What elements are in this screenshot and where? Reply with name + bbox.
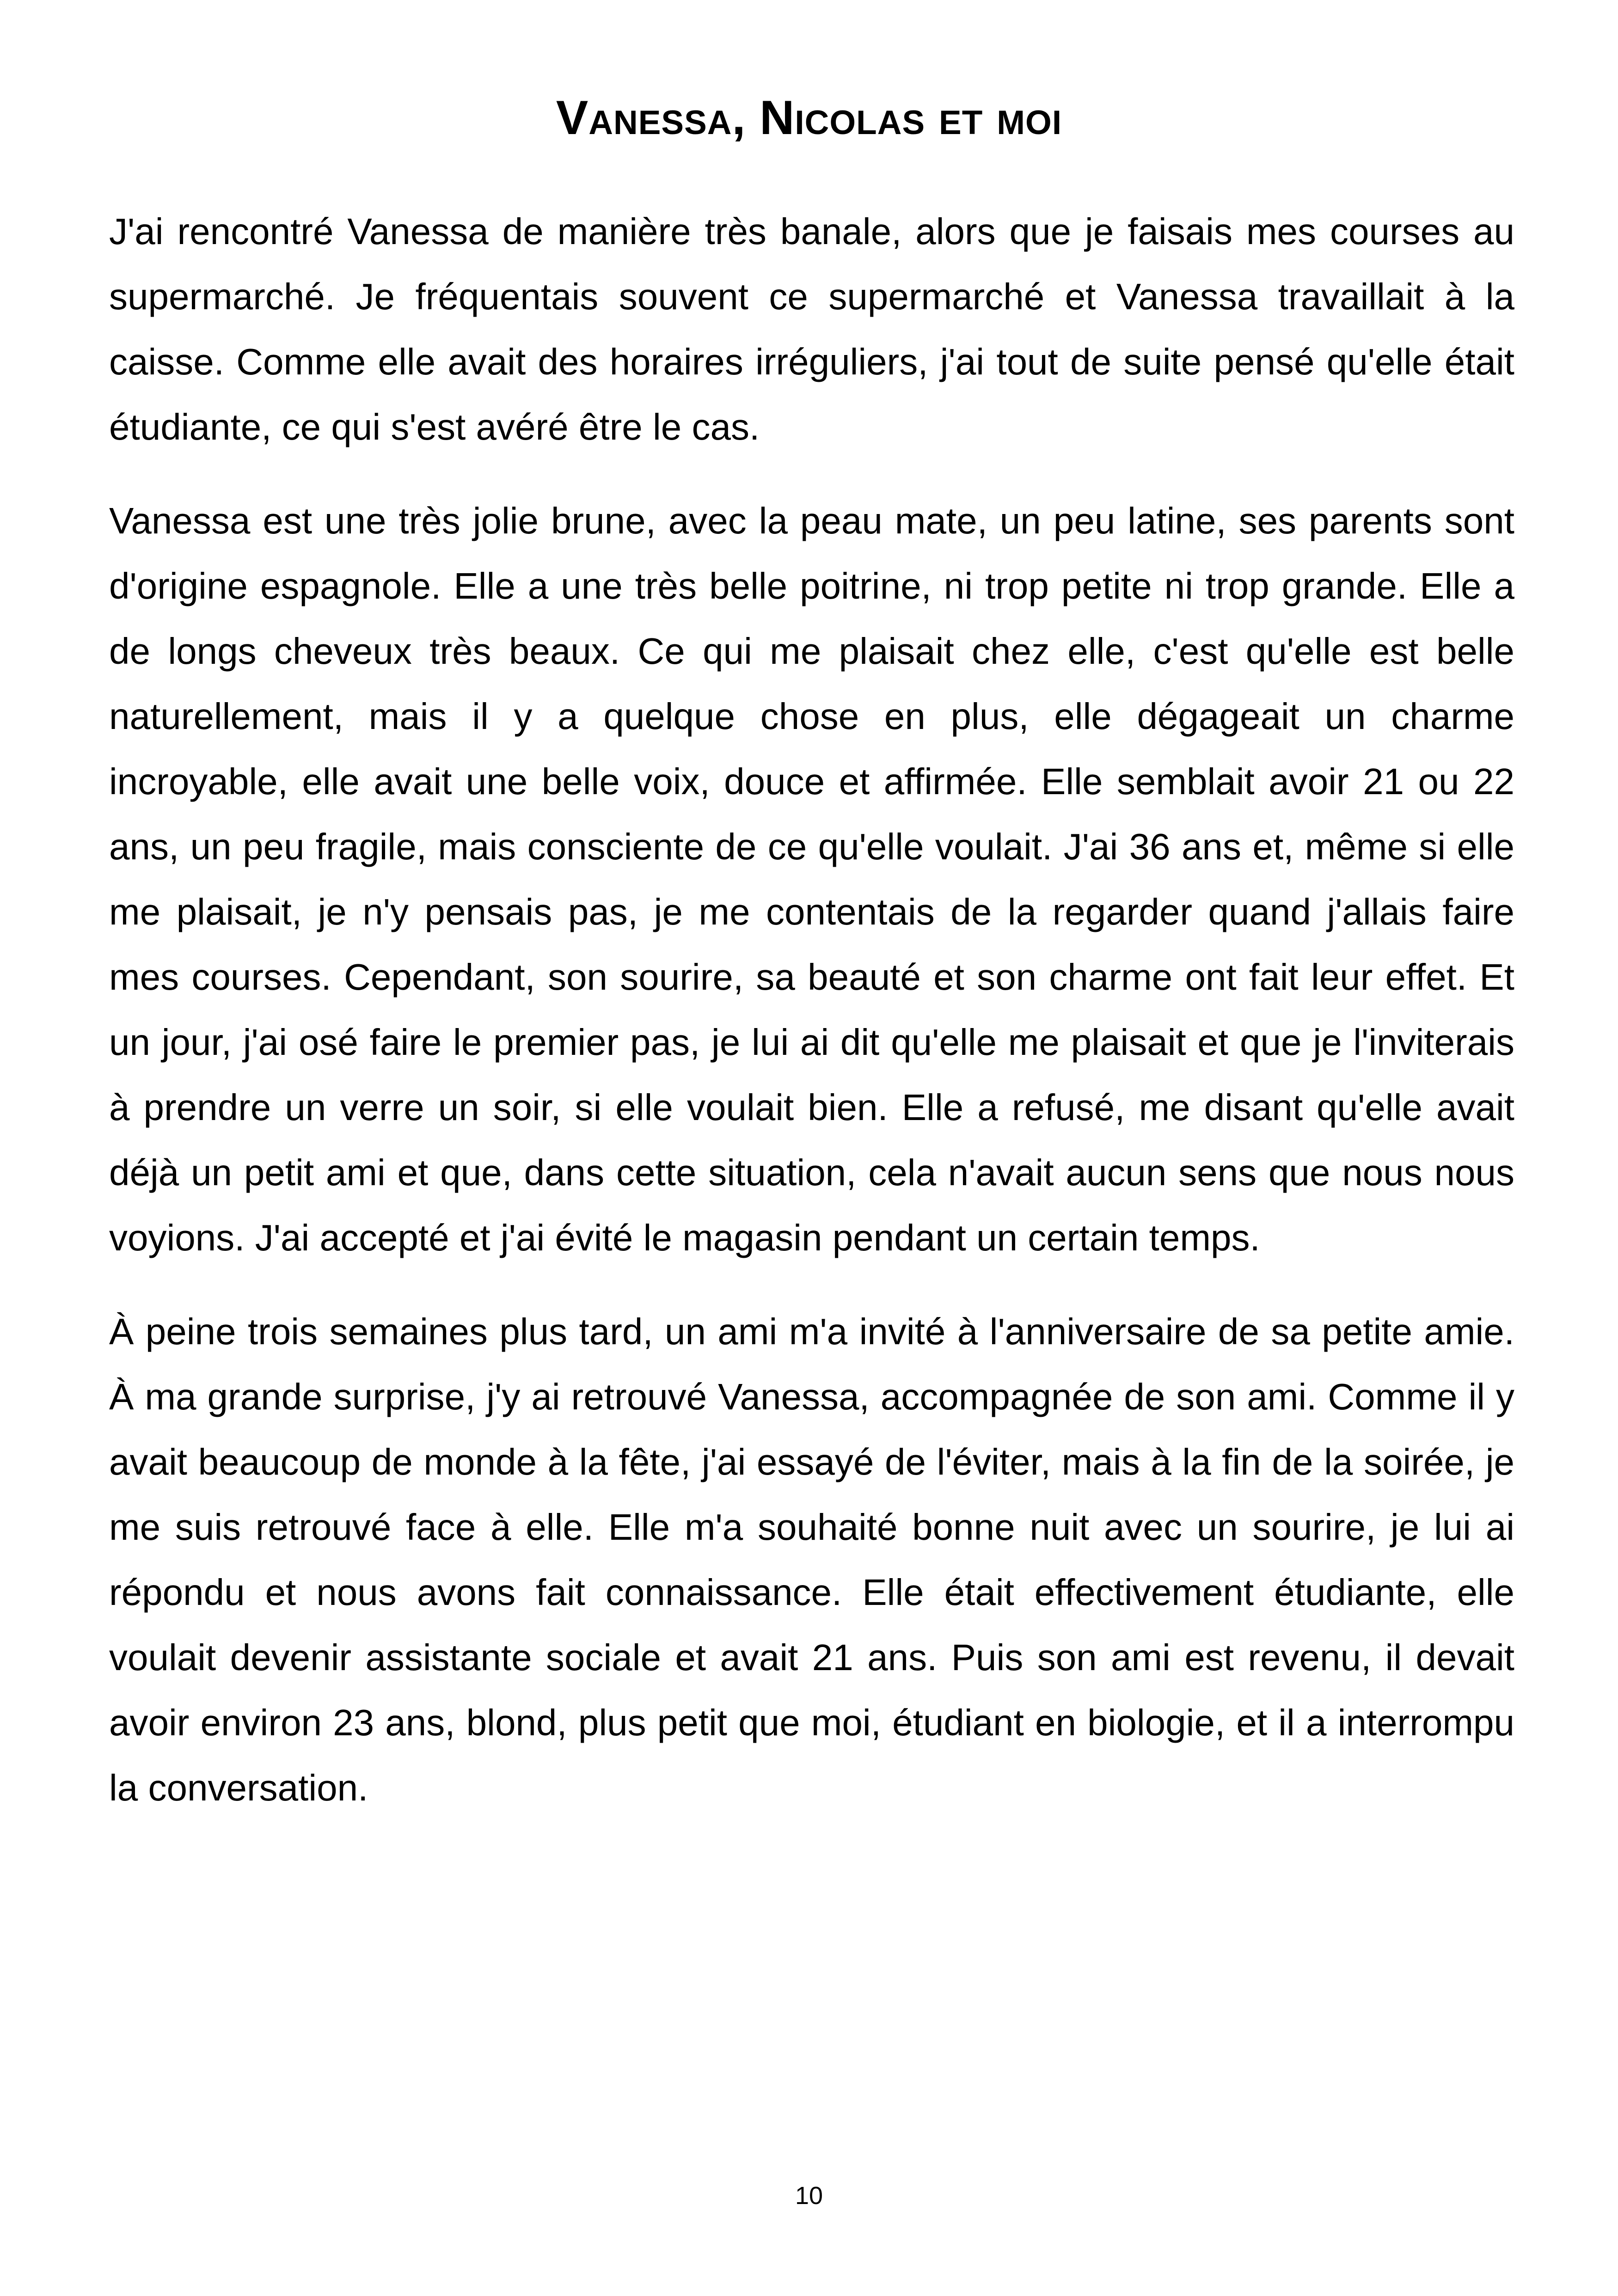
chapter-title: Vanessa, Nicolas et moi [556, 91, 1062, 145]
paragraph-3: À peine trois semaines plus tard, un ami m'a invité à l'anniversaire de sa petite amie. À ma grande surprise, j'y ai retrouvé Vanessa, accompagnée de son ami. Comme il y avait beaucoup de monde à la fête, j'ai essayé de l'éviter, mais à la fin de la soirée, je me suis retrouvé face à elle. Elle m'a souhaité bonne nuit avec un sourire, je lui ai répondu et nous avons fait connaissance. Elle était effectivement étudiante, elle voulait devenir assistante sociale et avait 21 ans. Puis son ami est revenu, il devait avoir environ 23 ans, blond, plus petit que moi, étudiant en biologie, et il a interrompu la conversation. [109, 1311, 1514, 1808]
body-text [109, 199, 1514, 1849]
paragraph-1: J'ai rencontré Vanessa de manière très banale, alors que je faisais mes courses au supermarché. Je fréquentais souvent ce supermarché et Vanessa travaillait à la caisse. Comme elle avait des horaires irréguliers, j'ai tout de suite pensé qu'elle était étudiante, ce qui s'est avéré être le cas. [109, 211, 1514, 447]
page-number: 10 [795, 2182, 823, 2210]
paragraph-2: Vanessa est une très jolie brune, avec la peau mate, un peu latine, ses parents sont d'origine espagnole. Elle a une très belle poitrine, ni trop petite ni trop grande. Elle a de longs cheveux très beaux. Ce qui me plaisait chez elle, c'est qu'elle est belle naturellement, mais il y a quelque chose en plus, elle dégageait un charme incroyable, elle avait une belle voix, douce et affirmée. Elle semblait avoir 21 ou 22 ans, un peu fragile, mais consciente de ce qu'elle voulait. J'ai 36 ans et, même si elle me plaisait, je n'y pensais pas, je me contentais de la regarder quand j'allais faire mes courses. Cependant, son sourire, sa beauté et son charme ont fait leur effet. Et un jour, j'ai osé faire le premier pas, je lui ai dit qu'elle me plaisait et que je l'inviterais à prendre un verre un soir, si elle voulait bien. Elle a refusé, me disant qu'elle avait déjà un petit ami et que, dans cette situation, cela n'avait aucun sens que nous nous voyions. J'ai accepté et j'ai évité le magasin pendant un certain temps. [109, 500, 1514, 1258]
